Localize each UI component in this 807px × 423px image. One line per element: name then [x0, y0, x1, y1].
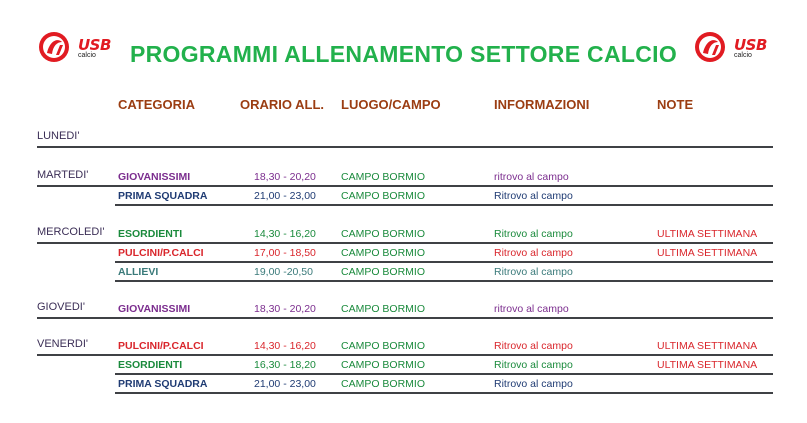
day-divider — [37, 146, 773, 148]
row-note: ULTIMA SETTIMANA — [657, 228, 758, 240]
row-informazioni: ritrovo al campo — [494, 303, 569, 315]
row-luogo: CAMPO BORMIO — [341, 266, 426, 278]
row-informazioni: Ritrovo al campo — [494, 266, 573, 278]
row-informazioni: Ritrovo al campo — [494, 359, 573, 371]
brand-sub: calcio — [734, 52, 752, 59]
page-title: PROGRAMMI ALLENAMENTO SETTORE CALCIO — [129, 41, 678, 67]
row-orario: 21,00 - 23,00 — [254, 378, 316, 390]
row-note: ULTIMA SETTIMANA — [657, 359, 758, 371]
day-label: MARTEDI' — [37, 169, 89, 181]
row-orario: 19,00 -20,50 — [254, 266, 313, 278]
brand-name: USB — [734, 36, 767, 54]
day-divider — [37, 242, 773, 244]
row-categoria: PULCINI/P.CALCI — [118, 340, 204, 352]
column-header-orario: ORARIO ALL. — [240, 97, 325, 112]
row-luogo: CAMPO BORMIO — [341, 359, 426, 371]
row-luogo: CAMPO BORMIO — [341, 247, 426, 259]
row-categoria: PRIMA SQUADRA — [118, 190, 208, 202]
day-divider — [37, 317, 773, 319]
day-label: VENERDI' — [37, 338, 88, 350]
row-luogo: CAMPO BORMIO — [341, 171, 426, 183]
row-informazioni: Ritrovo al campo — [494, 247, 573, 259]
row-categoria: GIOVANISSIMI — [118, 303, 191, 315]
row-orario: 14,30 - 16,20 — [254, 340, 316, 352]
row-note: ULTIMA SETTIMANA — [657, 340, 758, 352]
row-divider — [115, 392, 773, 394]
day-label: LUNEDI' — [37, 130, 80, 142]
row-note: ULTIMA SETTIMANA — [657, 247, 758, 259]
row-informazioni: Ritrovo al campo — [494, 378, 573, 390]
day-label: GIOVEDI' — [37, 301, 85, 313]
row-divider — [115, 373, 773, 375]
brand-sub: calcio — [78, 52, 96, 59]
day-label: MERCOLEDI' — [37, 226, 105, 238]
row-categoria: ESORDIENTI — [118, 359, 183, 371]
column-header-categoria: CATEGORIA — [118, 97, 196, 112]
row-orario: 17,00 - 18,50 — [254, 247, 316, 259]
row-luogo: CAMPO BORMIO — [341, 228, 426, 240]
row-orario: 14,30 - 16,20 — [254, 228, 316, 240]
row-categoria: GIOVANISSIMI — [118, 171, 191, 183]
brand-name: USB — [78, 36, 111, 54]
row-orario: 18,30 - 20,20 — [254, 171, 316, 183]
row-luogo: CAMPO BORMIO — [341, 190, 426, 202]
column-header-luogo: LUOGO/CAMPO — [341, 97, 441, 112]
column-header-informazioni: INFORMAZIONI — [494, 97, 590, 112]
row-divider — [115, 204, 773, 206]
row-informazioni: Ritrovo al campo — [494, 228, 573, 240]
row-orario: 18,30 - 20,20 — [254, 303, 316, 315]
row-divider — [115, 261, 773, 263]
row-categoria: ALLIEVI — [118, 266, 159, 278]
row-luogo: CAMPO BORMIO — [341, 303, 426, 315]
row-divider — [115, 280, 773, 282]
row-categoria: ESORDIENTI — [118, 228, 183, 240]
row-informazioni: Ritrovo al campo — [494, 340, 573, 352]
row-luogo: CAMPO BORMIO — [341, 340, 426, 352]
row-orario: 21,00 - 23,00 — [254, 190, 316, 202]
day-divider — [37, 185, 773, 187]
row-categoria: PRIMA SQUADRA — [118, 378, 208, 390]
row-informazioni: ritrovo al campo — [494, 171, 569, 183]
column-header-note: NOTE — [657, 97, 694, 112]
day-divider — [37, 354, 773, 356]
row-luogo: CAMPO BORMIO — [341, 378, 426, 390]
row-informazioni: Ritrovo al campo — [494, 190, 573, 202]
row-orario: 16,30 - 18,20 — [254, 359, 316, 371]
row-categoria: PULCINI/P.CALCI — [118, 247, 204, 259]
